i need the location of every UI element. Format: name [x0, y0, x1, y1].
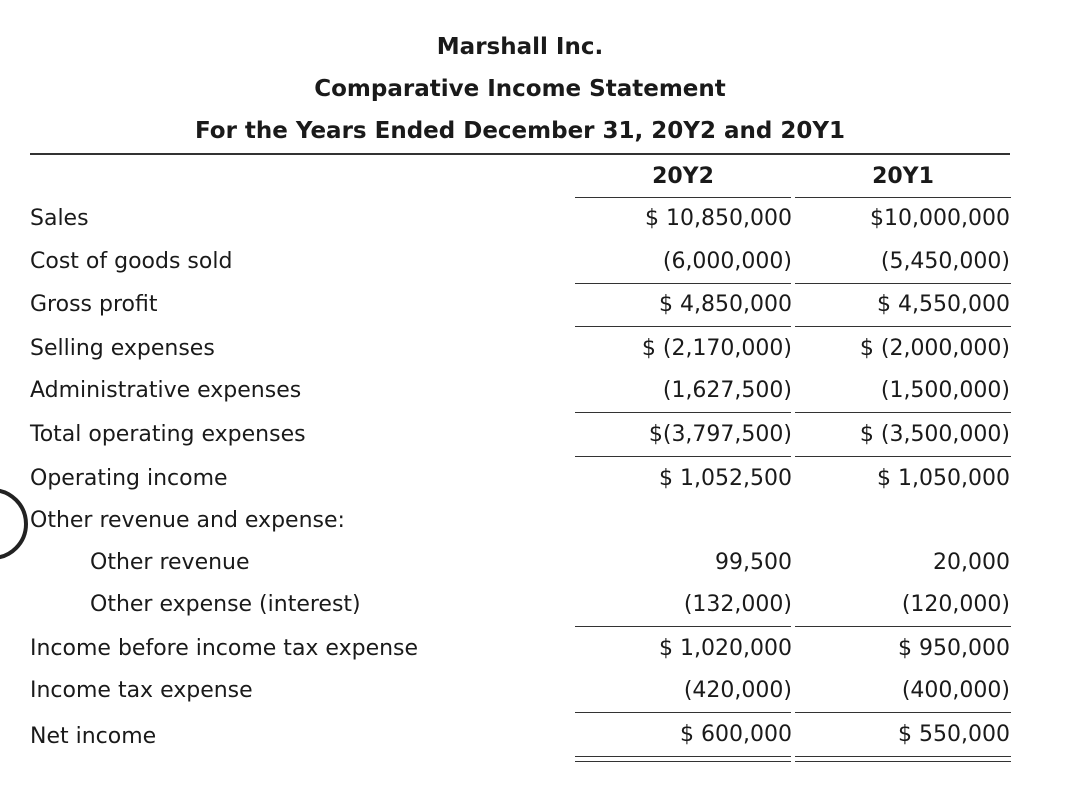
cogs-20y2: (6,000,000) — [662, 249, 792, 274]
subtotal-rule — [795, 283, 1011, 284]
subtotal-rule — [575, 456, 791, 457]
row-label-cogs: Cost of goods sold — [30, 249, 233, 274]
subtotal-rule — [575, 326, 791, 327]
total-operating-expenses-20y1: $ (3,500,000) — [859, 422, 1010, 447]
subtotal-rule — [795, 326, 1011, 327]
income-before-tax-20y1: $ 950,000 — [898, 636, 1010, 661]
selling-expenses-20y1: $ (2,000,000) — [859, 336, 1010, 361]
other-revenue-20y1: 20,000 — [933, 550, 1010, 575]
circle-annotation — [0, 488, 28, 560]
total-operating-expenses-20y2: $(3,797,500) — [648, 422, 792, 447]
statement-title: Comparative Income Statement — [314, 76, 726, 102]
row-label-other-expense: Other expense (interest) — [90, 592, 361, 617]
company-name: Marshall Inc. — [436, 34, 604, 60]
row-label-sales: Sales — [30, 206, 89, 231]
row-label-other-revenue: Other revenue — [90, 550, 250, 575]
column-rule-20y1 — [795, 197, 1011, 198]
subtotal-rule — [795, 626, 1011, 627]
double-rule — [795, 761, 1011, 762]
row-label-income-before-tax: Income before income tax expense — [30, 636, 419, 661]
administrative-expenses-20y2: (1,627,500) — [662, 378, 792, 403]
other-expense-20y2: (132,000) — [683, 592, 792, 617]
row-label-administrative-expenses: Administrative expenses — [30, 378, 302, 403]
income-before-tax-20y2: $ 1,020,000 — [659, 636, 792, 661]
gross-profit-20y2: $ 4,850,000 — [659, 292, 792, 317]
row-label-total-operating-expenses: Total operating expenses — [30, 422, 306, 447]
operating-income-20y2: $ 1,052,500 — [659, 466, 792, 491]
double-rule — [795, 756, 1011, 757]
row-label-net-income: Net income — [30, 724, 157, 749]
income-tax-expense-20y1: (400,000) — [901, 678, 1010, 703]
operating-income-20y1: $ 1,050,000 — [877, 466, 1010, 491]
subtotal-rule — [575, 626, 791, 627]
sales-20y1: $10,000,000 — [870, 206, 1010, 231]
double-rule — [575, 756, 791, 757]
row-label-operating-income: Operating income — [30, 466, 228, 491]
statement-period: For the Years Ended December 31, 20Y2 and 20Y1 — [195, 118, 845, 144]
row-label-other-revenue-and-expense: Other revenue and expense: — [30, 508, 345, 533]
row-label-selling-expenses: Selling expenses — [30, 336, 215, 361]
column-rule-20y2 — [575, 197, 791, 198]
row-label-income-tax-expense: Income tax expense — [30, 678, 253, 703]
subtotal-rule — [795, 456, 1011, 457]
other-revenue-20y2: 99,500 — [715, 550, 792, 575]
subtotal-rule — [575, 283, 791, 284]
header-rule — [30, 153, 1010, 155]
gross-profit-20y1: $ 4,550,000 — [877, 292, 1010, 317]
subtotal-rule — [575, 412, 791, 413]
double-rule — [575, 761, 791, 762]
cogs-20y1: (5,450,000) — [880, 249, 1010, 274]
subtotal-rule — [575, 712, 791, 713]
subtotal-rule — [795, 412, 1011, 413]
net-income-20y2: $ 600,000 — [680, 722, 792, 747]
row-label-gross-profit: Gross profit — [30, 292, 158, 317]
net-income-20y1: $ 550,000 — [898, 722, 1010, 747]
income-tax-expense-20y2: (420,000) — [683, 678, 792, 703]
other-expense-20y1: (120,000) — [901, 592, 1010, 617]
subtotal-rule — [795, 712, 1011, 713]
selling-expenses-20y2: $ (2,170,000) — [641, 336, 792, 361]
column-header-20y2: 20Y2 — [652, 164, 714, 189]
administrative-expenses-20y1: (1,500,000) — [880, 378, 1010, 403]
sales-20y2: $ 10,850,000 — [645, 206, 792, 231]
column-header-20y1: 20Y1 — [872, 164, 934, 189]
